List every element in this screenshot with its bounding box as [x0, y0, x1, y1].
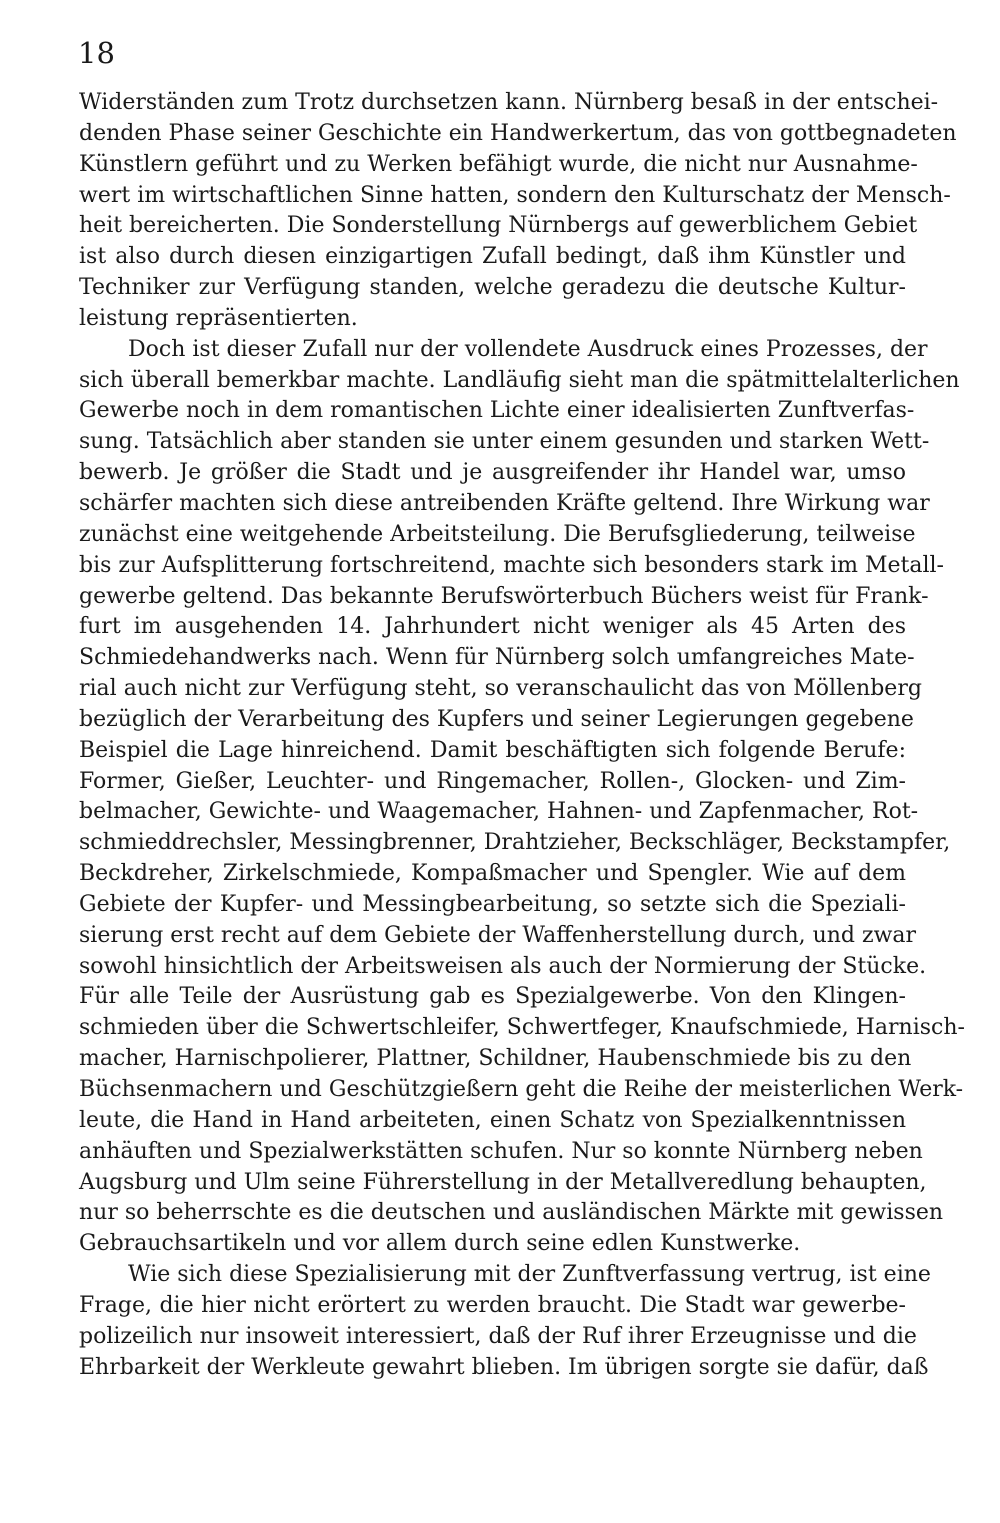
paragraph-last-line: Gebrauchsartikeln und vor allem durch seine edlen Kunstwerke.	[79, 1231, 801, 1257]
text-line: sung. Tatsächlich aber standen sie unter einem gesunden und starken Wett-	[79, 429, 930, 455]
text-line: Für alle Teile der Ausrüstung gab es Spezialgewerbe. Von den Klingen-	[79, 984, 906, 1010]
text-line: Gewerbe noch in dem romantischen Lichte einer idealisierten Zunftverfas-	[79, 398, 915, 424]
text-line: Büchsenmachern und Geschützgießern geht die Reihe der meisterlichen Werk-	[79, 1077, 964, 1102]
text-line: Former, Gießer, Leuchter- und Ringemacher, Rollen-, Glocken- und Zim-	[79, 768, 906, 794]
text-line: Frage, die hier nicht erörtert zu werden braucht. Die Stadt war gewerbe-	[79, 1292, 906, 1318]
paragraph-first-line: Doch ist dieser Zufall nur der vollendete Ausdruck eines Prozesses, der	[128, 336, 928, 362]
text-line: sich überall bemerkbar machte. Landläufig sieht man die spätmittelalterlichen	[79, 367, 960, 393]
text-line: Beckdreher, Zirkelschmiede, Kompaßmacher und Spengler. Wie auf dem	[79, 861, 906, 887]
paragraph-first-line: Wie sich diese Spezialisierung mit der Zunftverfassung vertrug, ist eine	[128, 1262, 931, 1288]
text-line: gewerbe geltend. Das bekannte Berufswörterbuch Büchers weist für Frank-	[79, 583, 929, 609]
text-line: belmacher, Gewichte- und Waagemacher, Hahnen- und Zapfenmacher, Rot-	[79, 799, 919, 825]
text-line: wert im wirtschaftlichen Sinne hatten, sondern den Kulturschatz der Mensch-	[79, 182, 951, 208]
text-line: sierung erst recht auf dem Gebiete der Waffenherstellung durch, und zwar	[79, 922, 917, 948]
text-line: sowohl hinsichtlich der Arbeitsweisen als auch der Normierung der Stücke.	[79, 953, 927, 979]
text-line: furt im ausgehenden 14. Jahrhundert nicht weniger als 45 Arten des	[79, 614, 906, 640]
text-line: leute, die Hand in Hand arbeiteten, einen Schatz von Spezialkenntnissen	[79, 1107, 906, 1133]
text-line: anhäuften und Spezialwerkstätten schufen. Nur so konnte Nürnberg neben	[79, 1138, 923, 1164]
text-line: Gebiete der Kupfer- und Messingbearbeitung, so setzte sich die Speziali-	[79, 891, 906, 917]
text-line: bis zur Aufsplitterung fortschreitend, machte sich besonders stark im Metall-	[79, 552, 944, 578]
text-line: nur so beherrschte es die deutschen und ausländischen Märkte mit gewissen	[79, 1200, 944, 1226]
text-line: zunächst eine weitgehende Arbeitsteilung. Die Berufsgliederung, teilweise	[79, 521, 916, 547]
text-line: schärfer machten sich diese antreibenden Kräfte geltend. Ihre Wirkung war	[79, 490, 930, 516]
text-line: macher, Harnischpolierer, Plattner, Schildner, Haubenschmiede bis zu den	[79, 1046, 912, 1072]
text-line: bewerb. Je größer die Stadt und je ausgreifender ihr Handel war, umso	[79, 460, 906, 486]
text-line: Augsburg und Ulm seine Führerstellung in der Metallveredlung behaupten,	[79, 1169, 927, 1195]
text-line: Schmiedehandwerks nach. Wenn für Nürnberg solch umfangreiches Mate-	[79, 645, 915, 671]
body-text	[79, 88, 965, 1383]
text-line: heit bereicherten. Die Sonderstellung Nürnbergs auf gewerblichem Gebiet	[79, 213, 918, 239]
text-line: Künstlern geführt und zu Werken befähigt wurde, die nicht nur Ausnahme-	[79, 151, 918, 177]
text-line: Beispiel die Lage hinreichend. Damit beschäftigten sich folgende Berufe:	[79, 737, 906, 763]
text-line: schmieden über die Schwertschleifer, Schwertfeger, Knaufschmiede, Harnisch-	[79, 1015, 965, 1041]
text-line: rial auch nicht zur Verfügung steht, so veranschaulicht das von Möllenberg	[79, 676, 922, 702]
text-line: Widerständen zum Trotz durchsetzen kann. Nürnberg besaß in der entschei-	[79, 90, 939, 115]
text-line: schmieddrechsler, Messingbrenner, Drahtzieher, Beckschläger, Beckstampfer,	[79, 830, 951, 856]
text-line: bezüglich der Verarbeitung des Kupfers und seiner Legierungen gegebene	[79, 706, 914, 732]
text-line: denden Phase seiner Geschichte ein Handwerkertum, das von gottbegnadeten	[79, 120, 957, 146]
text-line: ist also durch diesen einzigartigen Zufall bedingt, daß ihm Künstler und	[79, 244, 906, 270]
text-line: polizeilich nur insoweit interessiert, daß der Ruf ihrer Erzeugnisse und die	[79, 1323, 917, 1349]
text-line: Techniker zur Verfügung standen, welche geradezu die deutsche Kultur-	[79, 275, 906, 301]
text-line: Ehrbarkeit der Werkleute gewahrt blieben. Im übrigen sorgte sie dafür, daß	[79, 1354, 929, 1380]
page-number: 18	[78, 36, 115, 70]
paragraph-last-line: leistung repräsentierten.	[79, 305, 358, 331]
